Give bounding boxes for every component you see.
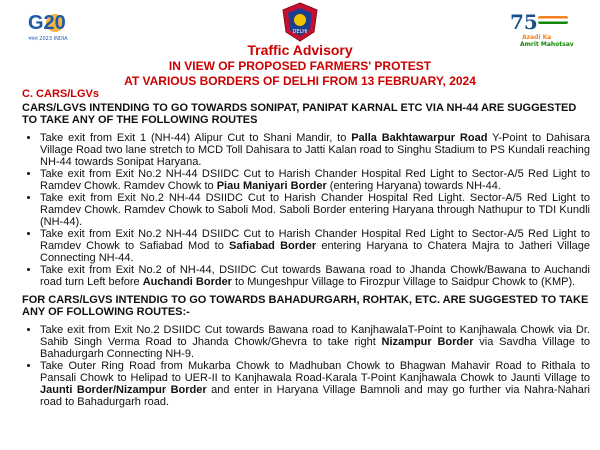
- routes-heading-bahadurgarh: FOR CARS/LGVS INTENDIG TO GO TOWARDS BAHADURGARH, ROHTAK, ETC. ARE SUGGESTED TO TAKE ANY OF FOLLOWING ROUTES:-: [22, 294, 589, 318]
- routes-heading-sonipat: CARS/LGVS INTENDING TO GO TOWARDS SONIPAT, PANIPAT KARNAL ETC VIA NH-44 ARE SUGGESTED TO TAKE ANY OF THE FOLLOWING ROUTES: [22, 102, 577, 126]
- g20-logo-text: G20: [28, 12, 66, 34]
- header: [0, 0, 600, 90]
- g20-logo: [28, 12, 84, 40]
- section-label: C. CARS/LGVs: [22, 88, 100, 100]
- list-item: • Take exit from Exit No.2 DSIIDC Cut towards Bawana road to KanjhawalaT-Point to Kanjhawala Chowk via Dr. Sahib Singh Verma Road to Jhanda Chowk/Ghevra to take right Nizampur Border via Savdha Village to Bahadurgarh Connecting NH-9.: [40, 324, 590, 360]
- advisory-title: Traffic Advisory: [247, 42, 353, 58]
- azadi-logo-line2: Amrit Mahotsav: [520, 41, 574, 48]
- delhi-police-logo-icon: [281, 2, 319, 42]
- advisory-content: [22, 88, 590, 408]
- advisory-subtitle-line1: IN VIEW OF PROPOSED FARMERS' PROTEST: [168, 59, 432, 73]
- police-logo-text: DELHI: [292, 29, 308, 35]
- list-item: • Take Outer Ring Road from Mukarba Chowk to Madhuban Chowk to Bhagwan Mahavir Road to Rithala to Pansali Chowk to Helipad to UER-II to Kanjhawala Road-Karala T-Point Kanjhawala Chowk to Jaunti Village to Jaunti Border/Nizampur Border and enter in Haryana Village Bamnoli and may go further via Nahra-Nahari road to Bahadurgarh road.: [40, 360, 590, 408]
- list-item: • Take exit from Exit 1 (NH-44) Alipur Cut to Shani Mandir, to Palla Bakhtawarpur Road Y-Point to Dahisara Village Road two lane stretch to MCD Toll Dahisara to Jatti Kalan road to Singhu Stadium to PS Kundali reaching NH-44 towards Sonipat Haryana.: [40, 132, 590, 168]
- list-item: • Take exit from Exit No.2 NH-44 DSIIDC Cut to Harish Chander Hospital Red Light. Sector-A/5 Red Light to Ramdev Chowk. Ramdev Chowk to Saboli Mod. Saboli Border entering Haryana through Nathupur to TDI Kundli (NH-44).: [40, 192, 590, 228]
- g20-logo-subtext: भारत 2023 INDIA: [28, 36, 68, 42]
- list-item: • Take exit from Exit No.2 of NH-44, DSIIDC Cut towards Bawana road to Jhanda Chowk/Bawana to Auchandi road turn Left before Auchandi Border to Mungeshpur Village to Firozpur Village to Saidpur Chowk to (KMP).: [40, 264, 590, 288]
- list-item: • Take exit from Exit No.2 NH-44 DSIIDC Cut to Harish Chander Hospital Red Light to Sector-A/5 Red Light to Ramdev Chowk to Safiabad Mod to Safiabad Border entering Haryana to Chatera Majra to Jatheri Village Connecting NH-44.: [40, 228, 590, 264]
- list-item: • Take exit from Exit No.2 NH-44 DSIIDC Cut to Harish Chander Hospital Red Light to Sector-A/5 Red Light to Ramdev Chowk. Ramdev Chowk to Piau Maniyari Border (entering Haryana) towards NH-44.: [40, 168, 590, 192]
- azadi-logo-number: 75: [510, 10, 538, 34]
- routes-list-sonipat: [22, 132, 590, 288]
- azadi-logo-line1: Azadi Ka: [522, 34, 552, 41]
- tricolor-icon: [538, 16, 568, 24]
- advisory-subtitle-line2: AT VARIOUS BORDERS OF DELHI FROM 13 FEBRUARY, 2024: [124, 74, 476, 88]
- routes-list-bahadurgarh: [22, 324, 590, 408]
